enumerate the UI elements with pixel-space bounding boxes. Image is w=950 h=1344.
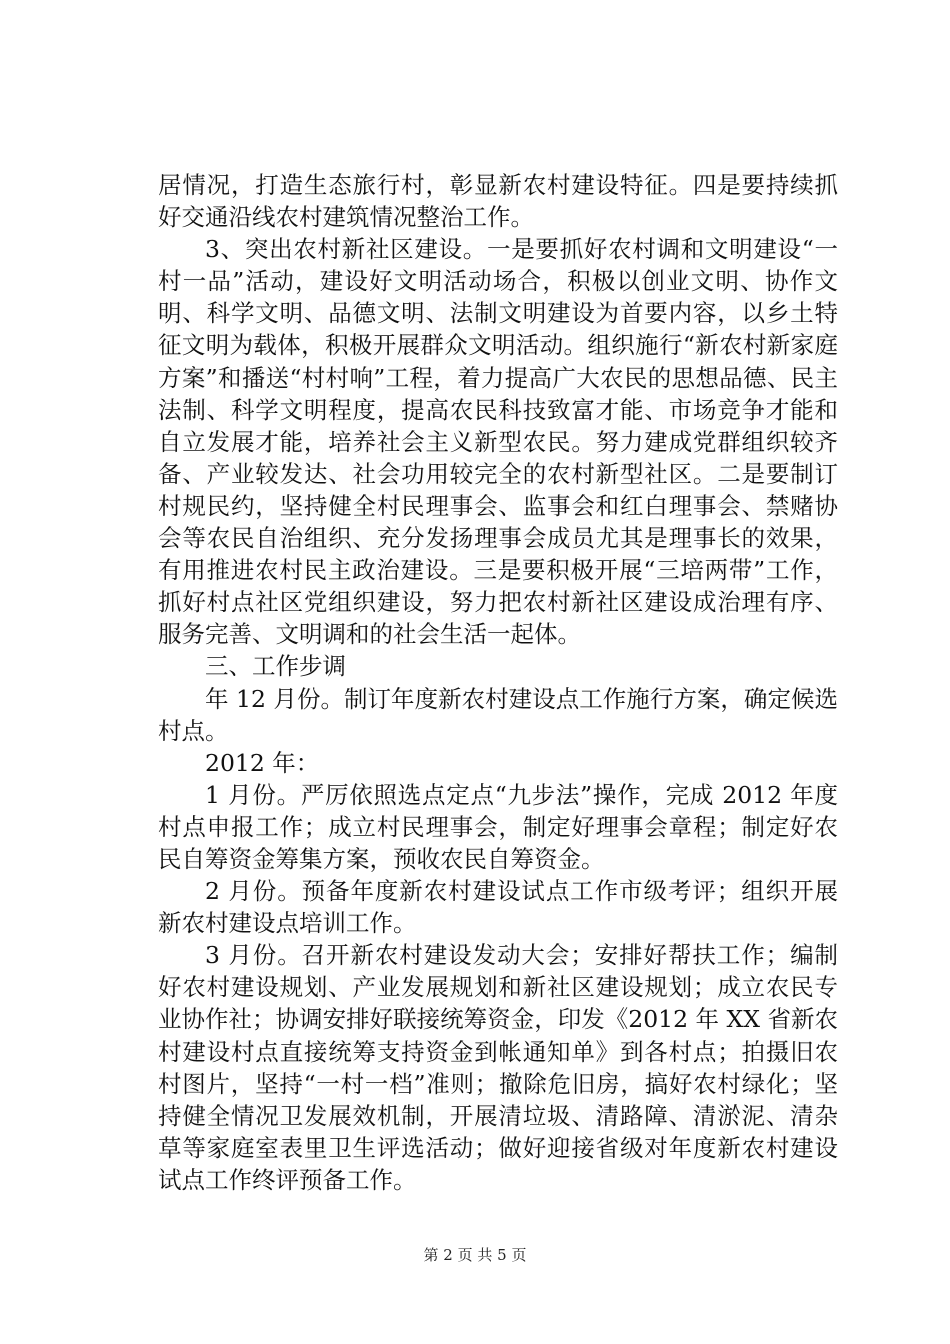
paragraph-1: 居情况，打造生态旅行村，彰显新农村建设特征。四是要持续抓好交通沿线农村建筑情况整治工作。 <box>158 171 838 232</box>
paragraph-6: 1 月份。严厉依照选点定点“九步法”操作，完成 2012 年度村点申报工作；成立村民理事会，制定好理事会章程；制定好农民自筹资金筹集方案，预收农民自筹资金。 <box>158 780 838 873</box>
paragraph-2: 3、突出农村新社区建设。一是要抓好农村调和文明建设“一村一品”活动，建设好文明活动场合，积极以创业文明、协作文明、科学文明、品德文明、法制文明建设为首要内容，以乡土特征文明为载体，积极开展群众文明活动。组织施行“新农村新家庭方案”和播送“村村响”工程，着力提高广大农民的思想品德、民主法制、科学文明程度，提高农民科技致富才能、市场竞争才能和自立发展才能，培养社会主义新型农民。努力建成党群组织较齐备、产业较发达、社会功用较完全的农村新型社区。二是要制订村规民约，坚持健全村民理事会、监事会和红白理事会、禁赌协会等农民自治组织、充分发扬理事会成员尤其是理事长的效果，有用推进农村民主政治建设。三是要积极开展“三培两带”工作，抓好村点社区党组织建设，努力把农村新社区建设成治理有序、服务完善、文明调和的社会生活一起体。 <box>158 235 838 649</box>
section-heading: 三、工作步调 <box>205 652 346 681</box>
paragraph-7: 2 月份。预备年度新农村建设试点工作市级考评；组织开展新农村建设点培训工作。 <box>158 877 838 938</box>
paragraph-8: 3 月份。召开新农村建设发动大会；安排好帮扶工作；编制好农村建设规划、产业发展规划和新社区建设规划；成立农民专业协作社；协调安排好联接统筹资金，印发《2012 年 XX 省新农村建设村点直接统筹支持资金到帐通知单》到各村点；拍摄旧农村图片，坚持“一村一档”准则；撤除危旧房，搞好农村绿化；坚持健全情况卫发展效机制，开展清垃圾、清路障、清淤泥、清杂草等家庭室表里卫生评选活动；做好迎接省级对年度新农村建设试点工作终评预备工作。 <box>158 941 838 1194</box>
paragraph-4: 年 12 月份。制订年度新农村建设点工作施行方案，确定候选村点。 <box>158 684 838 745</box>
page-number-footer: 第 2 页 共 5 页 <box>423 1246 527 1264</box>
body-text <box>158 169 838 1196</box>
paragraph-5: 2012 年： <box>205 748 320 777</box>
